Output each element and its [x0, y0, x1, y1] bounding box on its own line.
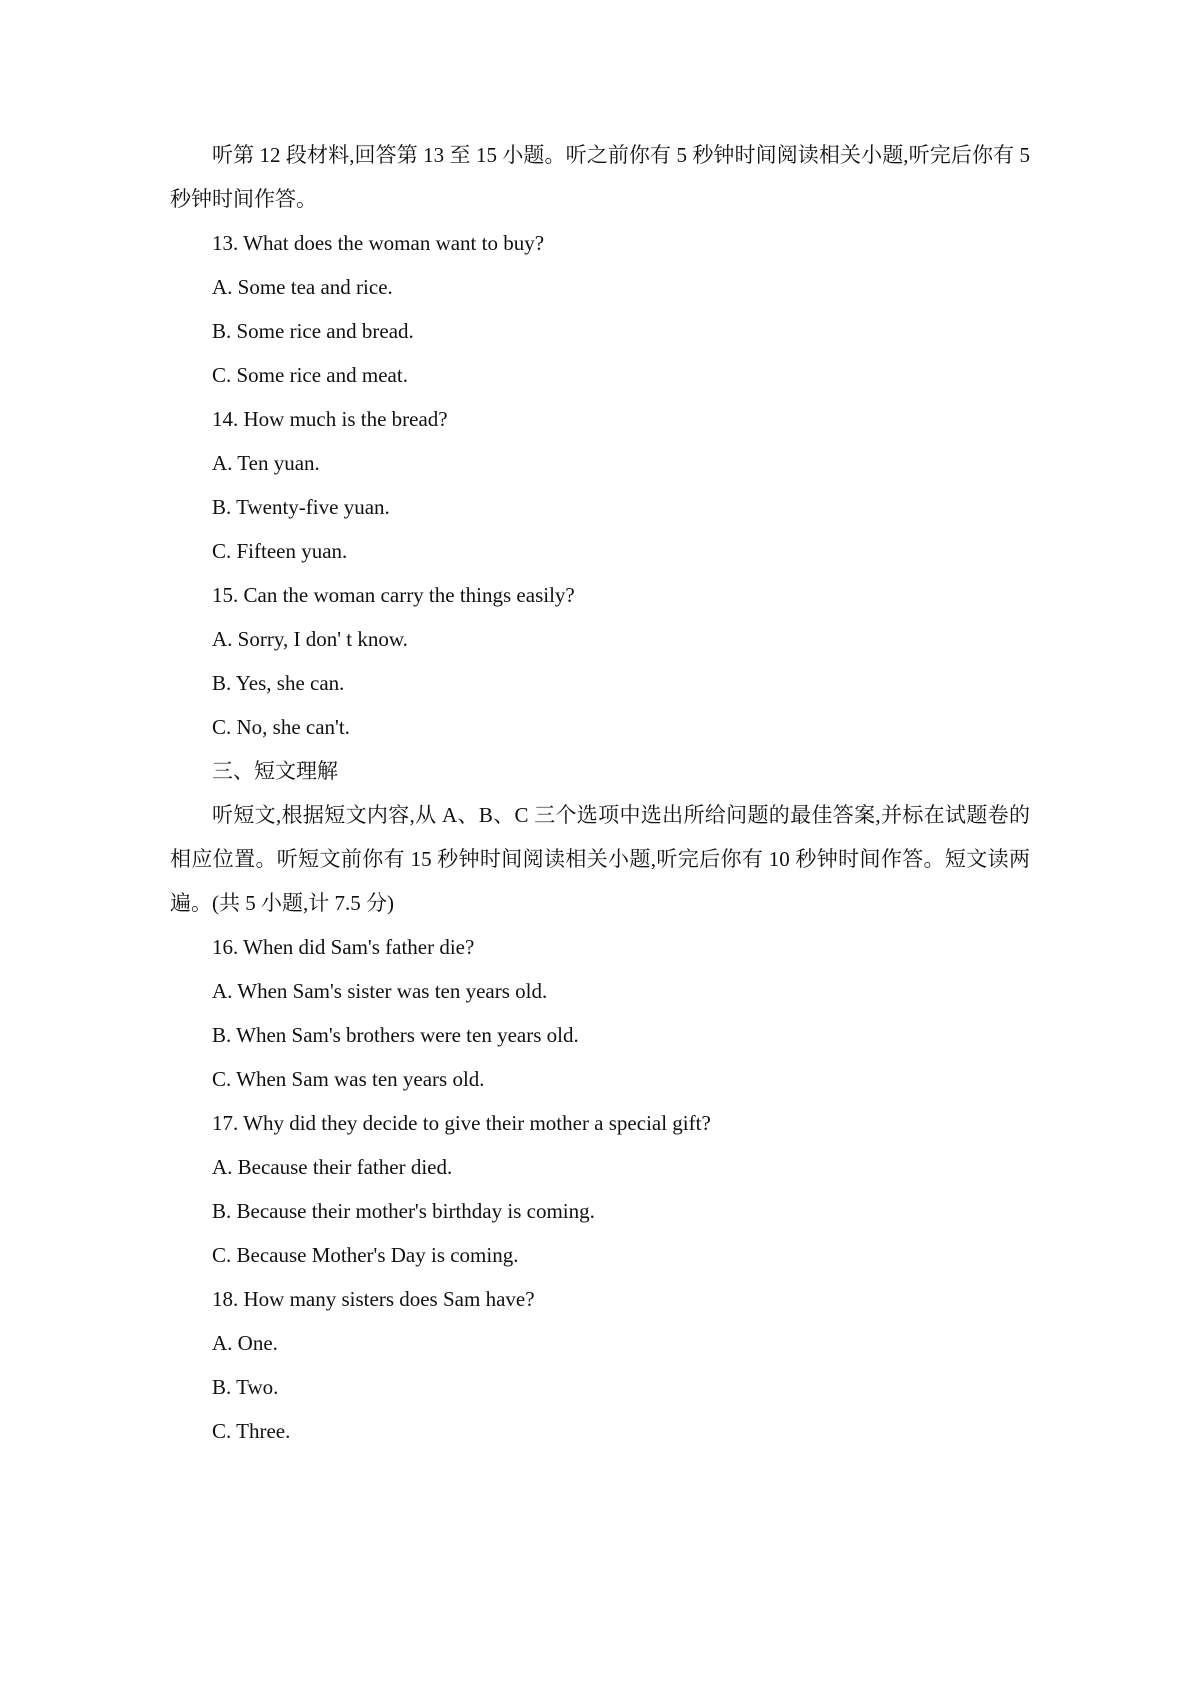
- question-14-option-c: C. Fifteen yuan.: [212, 539, 348, 563]
- question-15-option-b: B. Yes, she can.: [212, 671, 345, 695]
- question-16-stem: 16. When did Sam's father die?: [212, 935, 475, 959]
- question-17-stem: 17. Why did they decide to give their mother a special gift?: [212, 1111, 711, 1135]
- question-16-option-a: A. When Sam's sister was ten years old.: [212, 979, 548, 1003]
- question-18-option-c: C. Three.: [212, 1419, 291, 1443]
- question-13-option-b: B. Some rice and bread.: [212, 319, 414, 343]
- question-17-option-c: C. Because Mother's Day is coming.: [212, 1243, 519, 1267]
- question-15-stem: 15. Can the woman carry the things easily?: [212, 583, 575, 607]
- passage-section-heading: 三、短文理解: [212, 759, 338, 783]
- question-14-stem: 14. How much is the bread?: [212, 407, 448, 431]
- question-13-option-c: C. Some rice and meat.: [212, 363, 408, 387]
- question-13-option-a: A. Some tea and rice.: [212, 275, 393, 299]
- passage-instructions: 听短文,根据短文内容,从 A、B、C 三个选项中选出所给问题的最佳答案,并标在试题卷的相应位置。听短文前你有 15 秒钟时间阅读相关小题,听完后你有 10 秒钟时间作答。短文读两遍。(共 5 小题,计 7.5 分): [170, 803, 1030, 915]
- question-14-option-b: B. Twenty-five yuan.: [212, 495, 390, 519]
- question-13-stem: 13. What does the woman want to buy?: [212, 231, 545, 255]
- question-17-option-b: B. Because their mother's birthday is coming.: [212, 1199, 595, 1223]
- question-15-option-c: C. No, she can't.: [212, 715, 350, 739]
- question-15-option-a: A. Sorry, I don' t know.: [212, 627, 408, 651]
- question-14-option-a: A. Ten yuan.: [212, 451, 320, 475]
- question-17-option-a: A. Because their father died.: [212, 1155, 453, 1179]
- question-16-option-c: C. When Sam was ten years old.: [212, 1067, 485, 1091]
- dialog12-instructions: 听第 12 段材料,回答第 13 至 15 小题。听之前你有 5 秒钟时间阅读相关小题,听完后你有 5 秒钟时间作答。: [170, 143, 1030, 211]
- question-16-option-b: B. When Sam's brothers were ten years old.: [212, 1023, 579, 1047]
- question-18-option-b: B. Two.: [212, 1375, 279, 1399]
- question-18-stem: 18. How many sisters does Sam have?: [212, 1287, 535, 1311]
- question-18-option-a: A. One.: [212, 1331, 278, 1355]
